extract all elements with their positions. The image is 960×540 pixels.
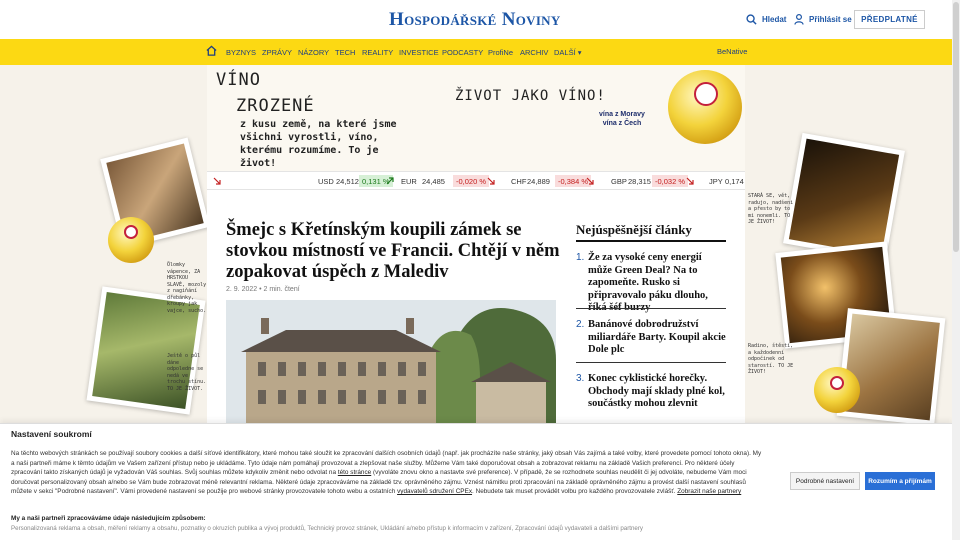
nav-item-tech[interactable]: TECH	[335, 48, 356, 57]
popular-divider	[576, 240, 726, 242]
popular-item-number: 1.	[576, 252, 585, 263]
consent-title: Nastavení soukromí	[11, 429, 92, 439]
page-scrollbar[interactable]	[952, 0, 960, 540]
ticker-name: JPY	[709, 177, 723, 186]
ad-bottle-label: vína z Moravy vína z Čech	[599, 111, 645, 127]
search-label: Hledat	[762, 15, 787, 24]
nav-item-benative[interactable]: BeNative	[717, 47, 748, 56]
consent-link-cpex[interactable]: vydavatelů sdružení CPEx	[397, 488, 473, 495]
consent-link-partners[interactable]: Zobrazit naše partnery	[677, 488, 742, 495]
chateau-photo	[226, 300, 556, 425]
arrow-down-right-icon	[586, 177, 594, 185]
site-logo[interactable]: Hospodářské Noviny	[389, 9, 561, 30]
detailed-settings-button[interactable]: Podrobné nastavení	[790, 472, 860, 490]
nav-item-podcasty[interactable]: PODCASTY	[442, 48, 484, 57]
ticker-name: CHF	[511, 177, 527, 186]
ad-bottle-cap-right	[830, 376, 844, 390]
ticker-change: -0,384 %	[555, 175, 591, 187]
nav-item-reality[interactable]: REALITY	[362, 48, 394, 57]
popular-item-link[interactable]: Že za vysoké ceny energií může Green Deal? Na to zapomeňte. Rusko si připravovalo páku dlouho,	[588, 252, 708, 301]
ticker-value: 24,485	[422, 177, 445, 186]
scrollbar-thumb[interactable]	[953, 2, 959, 252]
consent-purposes-title: My a naši partneři zpracováváme údaje následujícím způsobem:	[11, 515, 206, 522]
nav-item-dalsi[interactable]: DALŠÍ ▾	[554, 48, 582, 57]
ad-headline-1: VÍNO	[216, 70, 261, 90]
nav-item-byznys[interactable]: BYZNYS	[226, 48, 257, 57]
ticker-name: EUR	[401, 177, 417, 186]
ad-slogan: ŽIVOT JAKO VÍNO!	[455, 88, 606, 104]
consent-link-this-page[interactable]: této stránce	[337, 469, 372, 476]
popular-item-link[interactable]: Banánové dobrodružství miliardáře Barty. Koupil akcie Dole plc	[588, 319, 726, 355]
arrow-up-right-icon	[386, 177, 394, 185]
article-image[interactable]	[226, 300, 556, 425]
ticker-value: 28,315	[628, 177, 651, 186]
login-button[interactable]	[794, 14, 852, 25]
ad-bottle-left	[108, 217, 154, 263]
arrow-down-right-icon	[487, 177, 495, 185]
popular-item-link[interactable]: Konec cyklistické horečky. Obchody mají sklady plné kol, součástky mohou zlevnit	[588, 373, 725, 409]
ad-copy: z kusu země, na které jsme všichni vyrostli, víno, kterému rozumíme. To je život!	[240, 119, 397, 169]
nav-item-archiv[interactable]: ARCHIV	[520, 48, 549, 57]
ad-note-left-1: Ölomky vápence, ZA HRSTKOU SLAVÉ, mozoly z nagiňání dřebánky, kroupy jak vajce, sucho.	[167, 262, 207, 314]
arrow-down-right-icon	[686, 177, 694, 185]
home-icon[interactable]	[206, 45, 217, 56]
ad-note-left-2: Ještě o půl dáne odpoledne se nedá ve trochu stínu. TO JE ŽIVOT.	[167, 353, 207, 392]
popular-articles-title: Nejúspěšnější články	[576, 222, 692, 237]
consent-purposes-list: Personalizovaná reklama a obsah, měření reklamy a obsahu, poznatky o okruzích publika a vývoj produktů, Technický provoz stránek, Ukládání a/nebo přístup k informacím v zařízení, Zpracování údajů vydavateli a dalšími partnery	[11, 525, 644, 532]
nav-item-zpravy[interactable]: ZPRÁVY	[262, 48, 293, 57]
ticker-name: USD	[318, 177, 334, 186]
consent-text	[11, 449, 763, 497]
ad-note-right-1: STARÁ SE, vět, radujo, nadšeni a přesto by to mi nonemli. TO JE ŽIVOT!	[748, 193, 794, 225]
popular-item-divider	[576, 308, 726, 309]
nav-item-investice[interactable]: INVESTICE	[399, 48, 439, 57]
ticker-change: 0,131 %	[359, 175, 393, 187]
nav-item-profine[interactable]: ProfiNe	[488, 48, 514, 57]
subscribe-button[interactable]: PŘEDPLATNÉ	[854, 10, 925, 29]
consent-text-part: . Nebudete tak muset provádět volbu pro každého provozovatele zvlášť.	[472, 488, 676, 495]
popular-item-number: 2.	[576, 319, 585, 330]
currency-ticker	[207, 171, 745, 190]
privacy-consent-banner	[0, 423, 952, 540]
ticker-change: -0,020 %	[453, 175, 489, 187]
consent-text-part: Na těchto webových stránkách se používají soubory cookies a další síťové identifikátory, které mohou také sloužit ke zpracování dalších osobních údajů (např. jak procházíte naše stránky, jaký obsah Vás zajímá a také volby, které provedete pomocí tohoto okna). My a naši partneři máme k těmto údajům ve Vašem zařízení přístup nebo je ukládáme. Tyto údaje nám pomáhají provozovat a zlepšovat naše služby. Můžeme Vám také doporučovat obsah a zobrazovat reklamu na základě Vašich preferencí. Pro některé účely zpracování takto získaných údajů je vyžadován Váš souhlas. Svůj souhlas můžete kdykoliv změnit nebo odvolat na	[11, 450, 762, 476]
article-meta: 2. 9. 2022 • 2 min. čtení	[226, 286, 300, 293]
ad-bottle-right	[814, 367, 860, 413]
top-bar	[0, 0, 952, 39]
popular-item-divider	[576, 362, 726, 363]
ticker-value: 24,512	[336, 177, 359, 186]
ad-bottle-cap-main	[694, 82, 718, 106]
search-icon	[746, 14, 757, 25]
article-headline[interactable]: Šmejc s Křetínským koupili zámek se stovkou místností ve Francii. Chtějí v něm zopakovat úspěch z Malediv	[226, 220, 560, 282]
popular-item-number: 3.	[576, 373, 585, 384]
main-nav	[0, 39, 952, 65]
ad-headline-2: ZROZENÉ	[236, 96, 315, 116]
login-label: Přihlásit se	[809, 15, 852, 24]
consent-text-part: (vyvoláte znovu okno a nastavte své preference). V případě, že se rozhodnete souhlas neudělit či jej odvoláte, nebudeme Vám moci doručovat personalizovaný obsah a/nebo se Vám bude zobrazovat méně relevantní reklama. Některé údaje zpracováváme na základě tzv. oprávněného zájmu. Vznést námitku proti zpracování na základě oprávněného zájmu a provést další nastavení souhlasů můžete v sekci "Podrobné nastavení". Vámi provedené nastavení se použije pro webové stránky provozovatele tohoto webu a ostatních	[11, 469, 747, 495]
ad-photo-dinner	[837, 308, 946, 425]
ticker-change: -0,032 %	[652, 175, 688, 187]
search-button[interactable]	[746, 14, 786, 25]
ticker-value: 0,174	[725, 177, 744, 186]
ad-bottle-cap-left	[124, 225, 138, 239]
arrow-down-right-icon	[213, 177, 221, 185]
accept-button[interactable]: Rozumím a přijímám	[865, 472, 935, 490]
ad-note-right-2: Radino, štěstí, a každodenní odpočinek od starostí. TO JE ŽIVOT!	[748, 343, 794, 375]
ticker-name: GBP	[611, 177, 627, 186]
ticker-value: 24,889	[527, 177, 550, 186]
user-icon	[794, 14, 804, 25]
nav-item-nazory[interactable]: NÁZORY	[298, 48, 330, 57]
